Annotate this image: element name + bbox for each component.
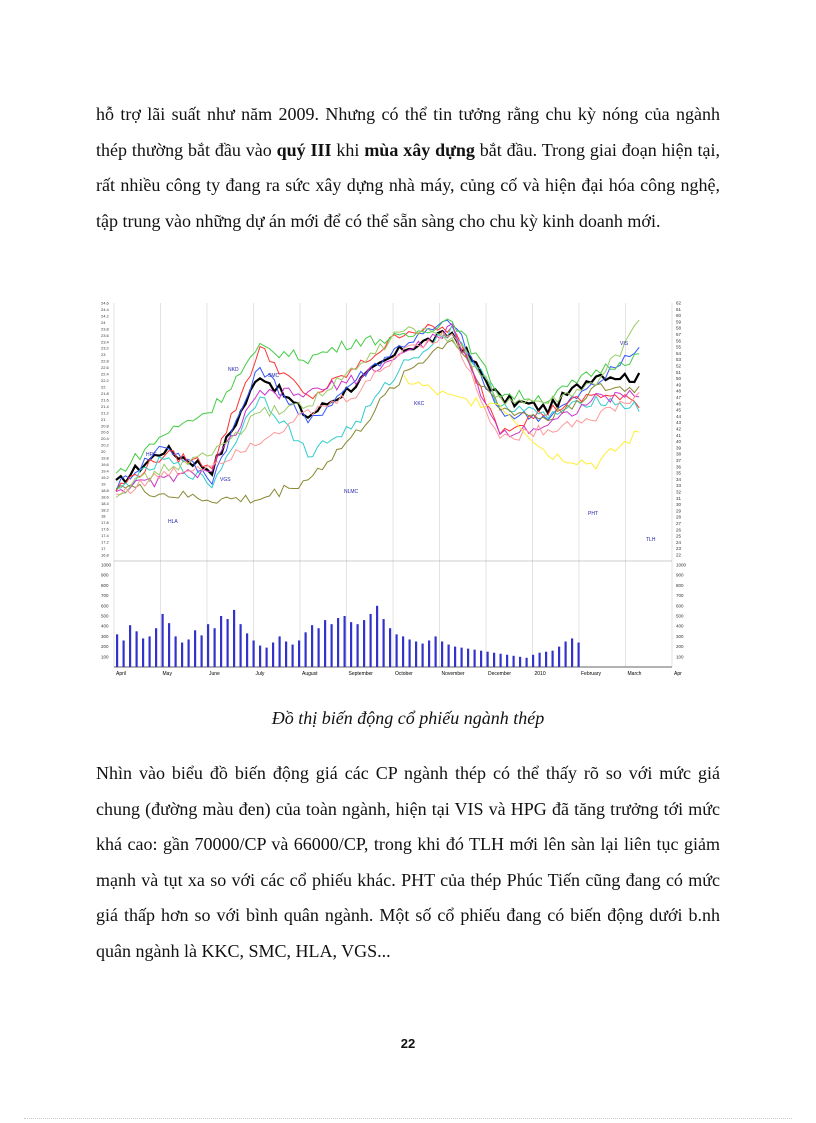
y-right-tick: 23 xyxy=(676,546,682,552)
y-right-tick: 41 xyxy=(676,432,682,438)
volume-tick-left: 700 xyxy=(101,593,109,599)
y-left-tick: 22.6 xyxy=(101,365,109,371)
y-right-tick: 57 xyxy=(676,332,682,337)
volume-bar xyxy=(500,654,502,667)
y-right-tick: 37 xyxy=(676,458,682,463)
x-tick-label: December xyxy=(488,671,512,677)
series-label: NLMC xyxy=(344,489,359,495)
x-tick-label: July xyxy=(255,671,265,677)
y-left-tick: 18.6 xyxy=(101,494,109,500)
volume-bar xyxy=(266,648,268,667)
y-left-tick: 19.6 xyxy=(101,462,109,468)
volume-bar xyxy=(526,658,528,667)
y-right-tick: 62 xyxy=(676,300,682,306)
volume-bar xyxy=(415,642,417,668)
x-tick-label: February xyxy=(581,671,602,677)
y-right-tick: 50 xyxy=(676,376,682,382)
y-left-tick: 19.4 xyxy=(101,468,109,474)
paragraph-1-text-b: khi xyxy=(331,139,365,160)
y-right-tick: 36 xyxy=(676,464,682,470)
volume-bar xyxy=(207,624,209,667)
y-left-tick: 17.4 xyxy=(101,533,109,539)
bold-quarter-III: quý III xyxy=(276,139,332,160)
volume-bar xyxy=(168,623,170,667)
volume-bar xyxy=(142,638,144,667)
volume-bar xyxy=(474,650,476,667)
y-right-tick: 54 xyxy=(676,350,682,356)
volume-bar xyxy=(383,619,385,667)
y-left-tick: 23.6 xyxy=(101,332,109,338)
volume-bar xyxy=(513,656,515,667)
y-right-tick: 22 xyxy=(676,552,682,558)
volume-bar xyxy=(246,633,248,667)
y-right-tick: 44 xyxy=(676,413,682,419)
volume-bar xyxy=(136,631,138,667)
volume-bar xyxy=(376,606,378,667)
y-left-tick: 23.2 xyxy=(101,345,109,351)
volume-bar xyxy=(181,643,183,667)
y-left-tick: 22.8 xyxy=(101,358,109,364)
y-right-tick: 58 xyxy=(676,325,682,331)
volume-tick-left: 300 xyxy=(101,633,109,639)
volume-bar xyxy=(194,630,196,667)
x-tick-label: November xyxy=(441,671,465,677)
y-right-tick: 60 xyxy=(676,313,682,319)
volume-bar xyxy=(201,635,203,667)
volume-bar xyxy=(116,634,118,667)
volume-bar xyxy=(162,614,164,667)
volume-bar xyxy=(435,636,437,667)
volume-bar xyxy=(279,636,281,667)
y-left-tick: 22.4 xyxy=(101,371,109,377)
series-label: NKD xyxy=(228,367,239,373)
volume-tick-right: 900 xyxy=(676,572,684,578)
volume-bar xyxy=(188,639,190,667)
x-tick-label: May xyxy=(162,671,172,677)
y-right-tick: 49 xyxy=(676,382,682,388)
volume-bar xyxy=(396,634,398,667)
volume-tick-left: 400 xyxy=(101,623,109,629)
volume-bar xyxy=(311,625,313,667)
y-left-tick: 24.6 xyxy=(101,300,109,306)
y-left-tick: 18.2 xyxy=(101,507,109,513)
series-label: SMC xyxy=(268,373,280,379)
y-right-tick: 25 xyxy=(676,533,682,539)
y-left-tick: 20.8 xyxy=(101,423,109,429)
x-tick-label: Apr xyxy=(674,671,682,677)
volume-tick-right: 800 xyxy=(676,582,684,588)
y-left-tick: 23.8 xyxy=(101,326,109,332)
volume-bar xyxy=(175,636,177,667)
volume-bar xyxy=(292,645,294,667)
volume-bar xyxy=(155,628,157,667)
volume-bar xyxy=(532,655,534,667)
series-label: PHT xyxy=(588,511,598,517)
volume-bar xyxy=(467,649,469,667)
volume-tick-left: 100 xyxy=(101,654,109,660)
x-tick-label: October xyxy=(395,671,413,677)
y-left-tick: 24.2 xyxy=(101,313,109,319)
y-left-tick: 23 xyxy=(101,352,106,358)
y-left-tick: 22.2 xyxy=(101,378,109,384)
y-right-tick: 24 xyxy=(676,539,682,545)
y-left-tick: 20.6 xyxy=(101,429,109,435)
y-right-tick: 43 xyxy=(676,420,682,426)
y-right-tick: 27 xyxy=(676,521,682,526)
volume-bar xyxy=(129,625,131,667)
volume-bar xyxy=(428,640,430,667)
paragraph-1 xyxy=(96,97,720,239)
y-right-tick: 48 xyxy=(676,388,682,394)
volume-bar xyxy=(461,648,463,667)
y-left-tick: 18.8 xyxy=(101,487,109,493)
x-tick-label: 2010 xyxy=(534,671,546,677)
y-right-tick: 59 xyxy=(676,319,682,325)
y-left-tick: 17.2 xyxy=(101,539,109,545)
volume-tick-right: 400 xyxy=(676,623,684,629)
volume-bar xyxy=(344,616,346,667)
volume-bar xyxy=(227,619,229,667)
volume-bar xyxy=(220,616,222,667)
y-right-tick: 40 xyxy=(676,439,682,445)
x-tick-label: April xyxy=(116,671,127,677)
chart-background xyxy=(100,297,684,679)
y-left-tick: 20.2 xyxy=(101,442,109,448)
volume-bar xyxy=(253,640,255,667)
y-left-tick: 17.8 xyxy=(101,520,109,526)
volume-bar xyxy=(487,652,489,667)
y-right-tick: 33 xyxy=(676,483,682,489)
y-left-tick: 24.4 xyxy=(101,306,109,312)
volume-bar xyxy=(571,638,573,667)
y-left-tick: 16.8 xyxy=(101,552,109,558)
y-right-tick: 51 xyxy=(676,369,682,375)
volume-bar xyxy=(493,653,495,667)
volume-bar xyxy=(240,624,242,667)
y-left-tick: 21 xyxy=(101,416,106,422)
y-right-tick: 46 xyxy=(676,401,682,407)
y-right-tick: 53 xyxy=(676,357,682,363)
paragraph-1-text-a: hỗ trợ lãi suất như năm 2009. Nhưng có thể tin tưởng rằng chu kỳ nóng của ngành thép thường bắt đầu vào xyxy=(96,104,720,160)
volume-tick-right: 200 xyxy=(676,644,684,650)
volume-bar xyxy=(506,655,508,667)
y-right-tick: 30 xyxy=(676,502,682,508)
volume-bar xyxy=(402,636,404,667)
volume-bar xyxy=(259,646,261,667)
y-right-tick: 42 xyxy=(676,426,682,432)
y-left-tick: 21.8 xyxy=(101,390,109,396)
paragraph-2: Nhìn vào biểu đồ biến động giá các CP ngành thép có thể thấy rõ so với mức giá chung (đường màu đen) của toàn ngành, hiện tại VIS và HPG đã tăng trưởng tới mức khá cao: gần 70000/CP và 66000/CP, trong khi đó TLH mới lên sàn lại liên tục giảm mạnh và tụt xa so với các cổ phiếu khác. PHT của thép Phúc Tiến cũng đang có mức giá thấp hơn so với bình quân ngành. Một số cổ phiếu đang có biến động dưới b.nh quân ngành là KKC, SMC, HLA, VGS... xyxy=(96,763,720,961)
y-left-tick: 21.2 xyxy=(101,410,109,416)
volume-bar xyxy=(285,642,287,668)
volume-bar xyxy=(149,636,151,667)
volume-tick-right: 100 xyxy=(676,654,684,660)
x-tick-label: March xyxy=(627,671,642,677)
volume-tick-left: 900 xyxy=(101,572,109,578)
volume-tick-right: 700 xyxy=(676,593,684,599)
y-left-tick: 18 xyxy=(101,513,106,519)
y-right-tick: 28 xyxy=(676,514,682,520)
volume-bar xyxy=(363,620,365,667)
page-number: 22 xyxy=(400,1036,416,1051)
y-left-tick: 21.4 xyxy=(101,403,109,409)
series-label: VGS xyxy=(220,477,231,483)
y-right-tick: 56 xyxy=(676,338,682,344)
y-right-tick: 35 xyxy=(676,470,682,476)
x-tick-label: August xyxy=(302,671,318,677)
series-label: HLA xyxy=(168,519,178,525)
volume-bar xyxy=(350,622,352,667)
volume-bar xyxy=(389,628,391,667)
volume-bar xyxy=(539,653,541,667)
y-right-tick: 29 xyxy=(676,508,682,514)
y-right-tick: 31 xyxy=(676,495,682,501)
volume-bar xyxy=(123,640,125,667)
volume-bar xyxy=(298,640,300,667)
volume-bar xyxy=(565,642,567,668)
volume-bar xyxy=(409,639,411,667)
y-left-tick: 20 xyxy=(101,449,106,455)
bold-construction-season: mùa xây dựng xyxy=(364,139,475,160)
y-right-tick: 32 xyxy=(676,489,682,495)
volume-bar xyxy=(305,632,307,667)
volume-tick-left: 600 xyxy=(101,603,109,609)
y-right-tick: 38 xyxy=(676,451,682,457)
figure-caption: Đồ thị biến động cổ phiếu ngành thép xyxy=(271,708,545,728)
y-left-tick: 22 xyxy=(101,384,106,390)
volume-tick-left: 500 xyxy=(101,613,109,619)
volume-bar xyxy=(480,651,482,667)
volume-bar xyxy=(578,643,580,667)
volume-bar xyxy=(324,620,326,667)
y-right-tick: 45 xyxy=(676,407,682,413)
y-left-tick: 18.4 xyxy=(101,500,109,506)
paragraph-1-text-c: bắt đầu. Trong giai đoạn hiện tại, rất nhiều công ty đang ra sức xây dựng nhà máy, củng cố và hiện đại hóa công nghệ, tập trung vào những dự án mới để có thể sẵn sàng cho chu kỳ kinh doanh mới. xyxy=(96,139,721,231)
y-right-tick: 39 xyxy=(676,445,682,451)
x-tick-label: September xyxy=(348,671,373,677)
volume-bar xyxy=(337,618,339,667)
volume-tick-right: 1000 xyxy=(676,562,687,568)
volume-bar xyxy=(422,644,424,667)
y-right-tick: 26 xyxy=(676,527,682,533)
volume-bar xyxy=(272,643,274,667)
y-right-tick: 34 xyxy=(676,476,682,482)
series-label: VIS xyxy=(620,341,629,347)
steel-stock-chart xyxy=(100,297,687,679)
y-left-tick: 21.6 xyxy=(101,397,109,403)
y-right-tick: 55 xyxy=(676,344,682,350)
volume-bar xyxy=(357,624,359,667)
y-right-tick: 61 xyxy=(676,306,682,312)
series-label: KKC xyxy=(414,401,425,407)
volume-bar xyxy=(441,642,443,668)
volume-bar xyxy=(552,651,554,667)
y-left-tick: 19.8 xyxy=(101,455,109,461)
volume-bar xyxy=(370,614,372,667)
volume-bar xyxy=(233,610,235,667)
y-left-tick: 19 xyxy=(101,481,106,487)
y-right-tick: 47 xyxy=(676,395,682,400)
volume-tick-right: 300 xyxy=(676,633,684,639)
volume-tick-left: 1000 xyxy=(101,562,112,568)
y-left-tick: 17.6 xyxy=(101,526,109,532)
y-left-tick: 17 xyxy=(101,546,106,552)
y-left-tick: 19.2 xyxy=(101,474,109,480)
volume-tick-right: 500 xyxy=(676,613,684,619)
x-tick-label: June xyxy=(209,671,220,677)
volume-bar xyxy=(519,657,521,667)
page-bottom-border xyxy=(24,1118,792,1119)
volume-tick-left: 200 xyxy=(101,644,109,650)
y-right-tick: 52 xyxy=(676,363,682,369)
series-label: TLH xyxy=(646,537,656,543)
volume-bar xyxy=(545,652,547,667)
y-left-tick: 20.4 xyxy=(101,436,109,442)
volume-bar xyxy=(454,647,456,667)
y-left-tick: 24 xyxy=(101,319,106,325)
volume-bar xyxy=(558,647,560,667)
volume-tick-left: 800 xyxy=(101,582,109,588)
volume-bar xyxy=(214,628,216,667)
y-left-tick: 23.4 xyxy=(101,339,109,345)
chart-svg xyxy=(100,297,687,679)
volume-bar xyxy=(318,628,320,667)
volume-bar xyxy=(448,645,450,667)
volume-bar xyxy=(331,624,333,667)
volume-tick-right: 600 xyxy=(676,603,684,609)
series-label: HPG xyxy=(146,452,157,458)
